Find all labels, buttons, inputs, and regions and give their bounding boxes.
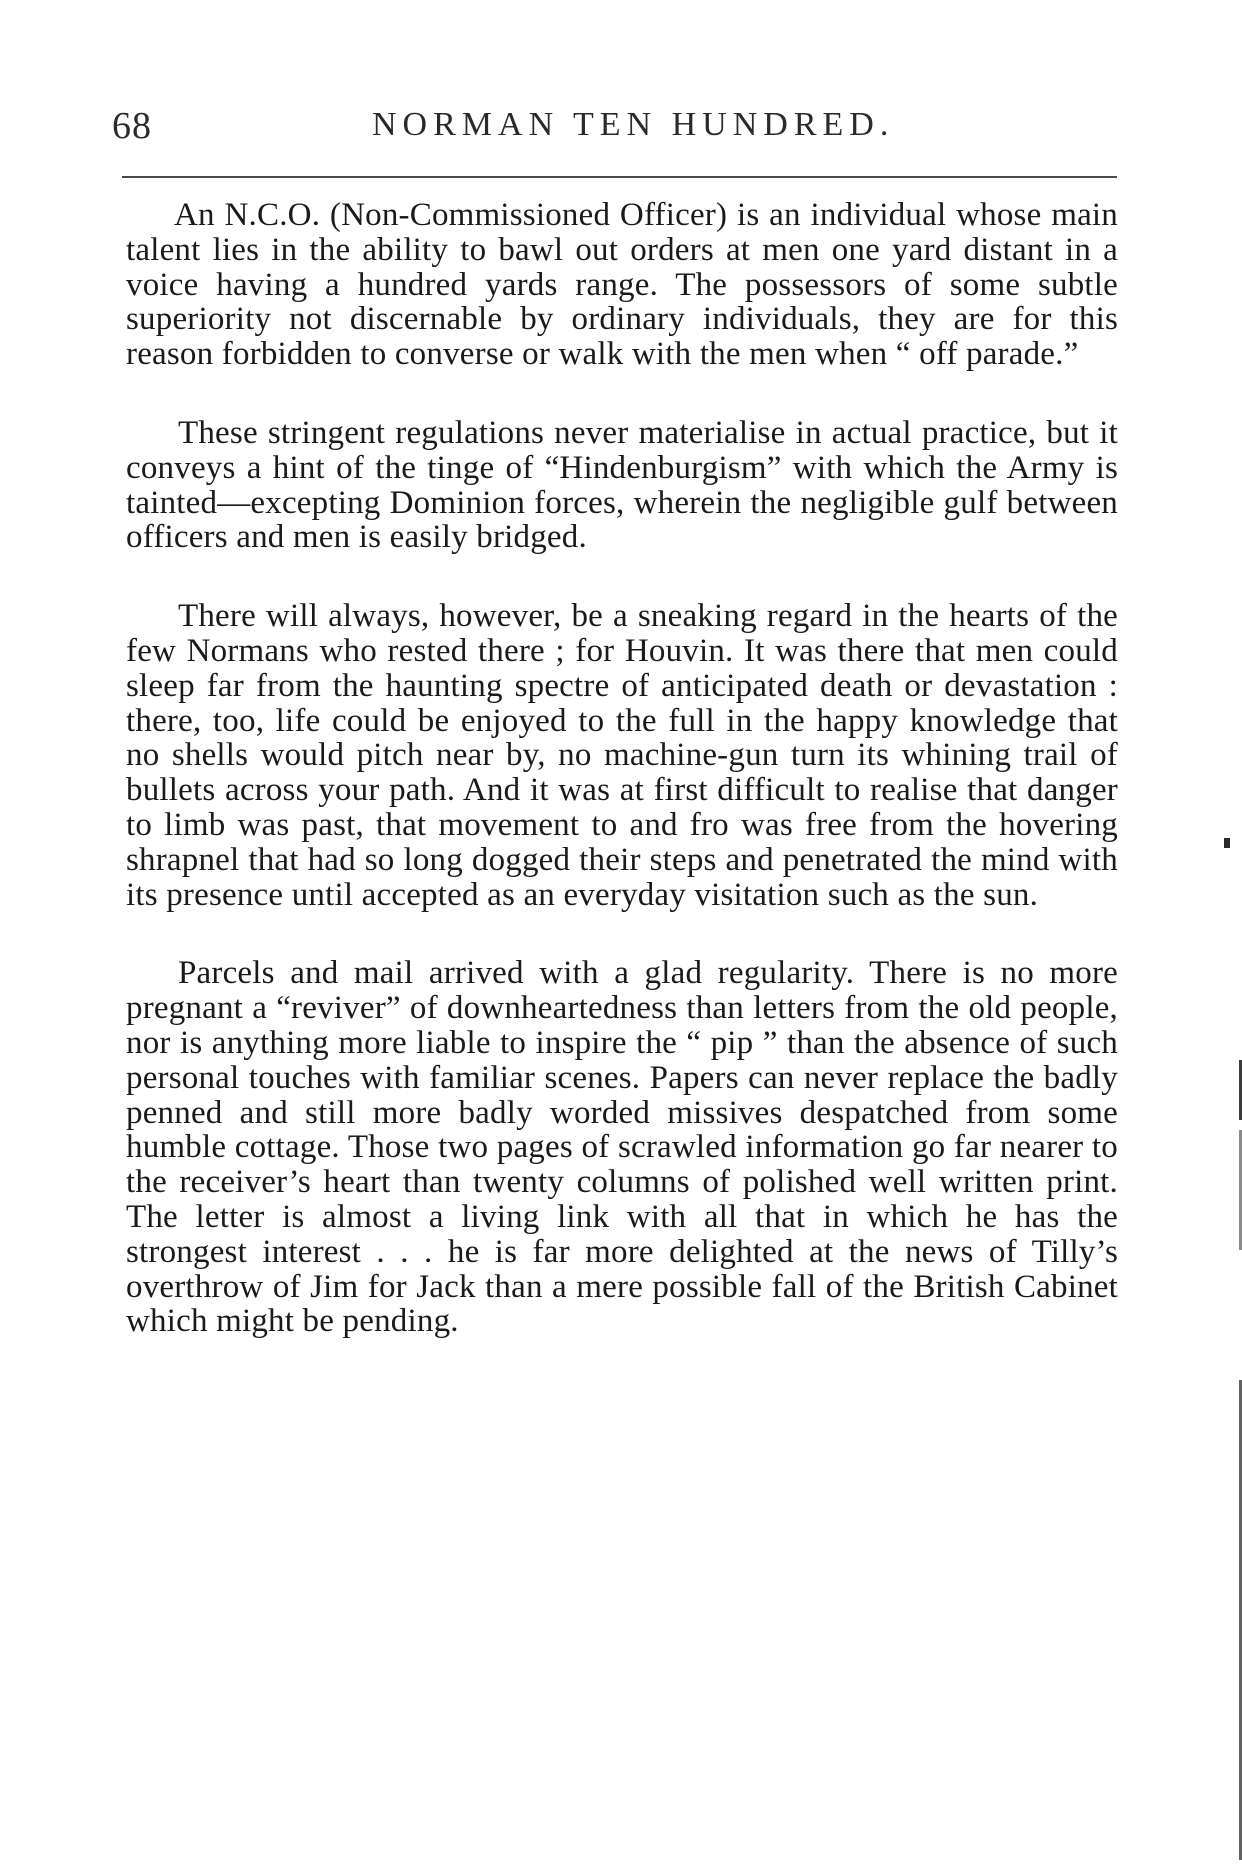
header-rule — [122, 176, 1117, 178]
page-number: 68 — [112, 105, 152, 147]
page-header — [112, 96, 1112, 156]
paragraph-mail: Parcels and mail arrived with a glad regularity. There is no more pregnant a “reviver” of downheartedness than letters from the old people, nor is anything more liable to inspire the “ pip ” than the absence of such personal touches with familiar scenes. Papers can never replace the badly penned and still more badly worded missives despatched from some humble cottage. Those two pages of scrawled information go far nearer to the receiver’s heart than twenty columns of polished well written print. The letter is almost a living link with all that in which he has the strongest interest . . . he is far more delighted at the news of Tilly’s overthrow of Jim for Jack than a mere possible fall of the British Cabinet which might be pending. — [126, 955, 1118, 1340]
running-head: NORMAN TEN HUNDRED. — [372, 106, 895, 143]
body-text — [126, 198, 1118, 1383]
paragraph-houvin: There will always, however, be a sneaking regard in the hearts of the few Normans who rested there ; for Houvin. It was there that men could sleep far from the haunting spectre of anticipated death or devastation : there, too, life could be enjoyed to the full in the happy knowledge that no shells would pitch near by, no machine-gun turn its whining trail of bullets across your path. And it was at first difficult to realise that danger to limb was past, that movement to and fro was free from the hovering shrapnel that had so long dogged their steps and penetrated the mind with its presence until accepted as an everyday visitation such as the sun. — [126, 598, 1118, 913]
scan-speck — [1224, 838, 1230, 848]
paragraph-regulations: These stringent regulations never materialise in actual practice, but it conveys a hint of the tinge of “Hindenburgism” with which the Army is tainted—excepting Dominion forces, wherein the negligible gulf between officers and men is easily bridged. — [126, 414, 1118, 556]
paragraph-nco: An N.C.O. (Non-Commissioned Officer) is an individual whose main talent lies in the ability to bawl out orders at men one yard distant in a voice having a hundred yards range. The possessors of some subtle superiority not discernable by ordinary individuals, they are for this reason forbidden to converse or walk with the men when “ off parade.” — [126, 197, 1118, 373]
